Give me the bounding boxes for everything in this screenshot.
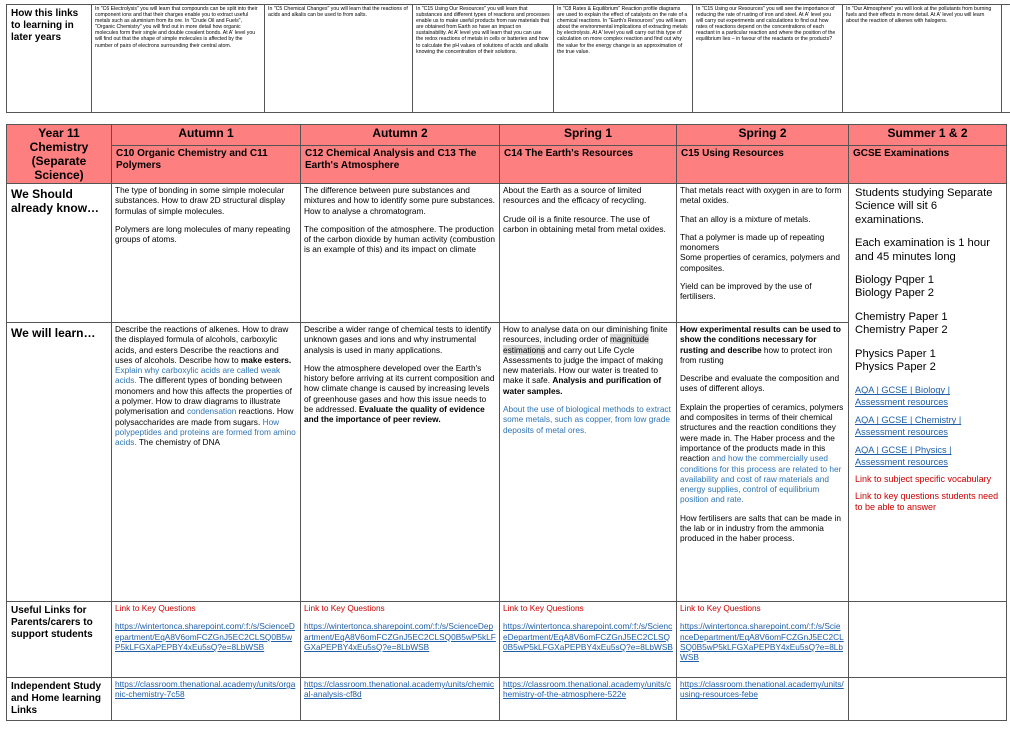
later-years-autumn1: In "C6 Electrolysis" you will learn that compounds can be split into their component ions and that their charges enable you to extract useful metals such as aluminium from its ore. In "Crude Oil and Fuels", "Organic Chemistry" you will find out in more detail how organic molecules form their single and double covalent bonds. At A' level you will find out that the shape of simple molecules is affected by the number of pairs of electrons surrounding their central atom. xyxy=(92,5,265,113)
paper-6: Physics Paper 2 xyxy=(855,361,936,374)
know-spring2-p2: That an alloy is a mixture of metals. xyxy=(680,213,811,224)
learn-a1-blue1: Explain why carboxylic acids are called weak acids. xyxy=(115,365,281,386)
learn-a1-t4: The chemistry of DNA xyxy=(136,437,220,448)
summer-p1: Students studying Separate Science will sit 6 examinations. xyxy=(855,187,993,226)
learn-a2-t2: How the atmosphere developed over the Earth's history before arriving at its current composition and how climate change is caused by increasing levels of greenhouse gases and how this issue needs to be addressed. xyxy=(304,362,495,415)
learn-a1-t3: reactions. How polysaccharides are made from sugars. xyxy=(115,406,294,427)
independent-label: Independent Study and Home learning Links xyxy=(7,678,112,721)
learn-autumn2 xyxy=(301,323,500,602)
know-autumn1 xyxy=(112,184,301,323)
sharepoint-link-s1[interactable]: https://wintertonca.sharepoint.com/:f:/s/ScienceDepartment/EqA8V6omFCZGnJ5EC2CLSQ0B5wP5kLFGXaPEPBY4xEu5sQ?e=8LbWSB xyxy=(503,621,673,652)
know-spring2-p1: That metals react with oxygen in are to form metal oxides. xyxy=(680,185,842,206)
later-years-autumn2: In "C5 Chemical Changes" you will learn that the reactions of acids and alkalis can be used to from salts. xyxy=(265,5,413,113)
sharepoint-link-s2[interactable]: https://wintertonca.sharepoint.com/:f:/s/ScienceDepartment/EqA8V6omFCZGnJ5EC2CLSQ0B5wP5kLFGXaPEPBY4xEu5sQ?e=8LbWSB xyxy=(680,621,844,663)
oak-link-a2[interactable]: https://classroom.thenational.academy/units/chemical-analysis-cf8d xyxy=(304,679,494,700)
summer-p2: Each examination is 1 hour and 45 minutes long xyxy=(855,237,990,263)
know-autumn2-p2: The composition of the atmosphere. The production of the carbon dioxide by human activity (combustion is an example of this) and its impact on climate xyxy=(304,223,495,255)
learn-a1-b1: make esters. xyxy=(240,354,292,365)
independent-spring1 xyxy=(500,678,677,721)
key-questions-link-a1[interactable]: Link to Key Questions xyxy=(115,603,196,613)
later-years-summer1: In "C15 Using our Resources" you will see the importance of reducing the rate of rusting of iron and steel. At A' level you will carry out experiments and calculations to find out how rates of reactions depend on the concentrations of each reactant in a particular reaction and where the position of the equilibrium lies – in favour of the reactants or the products? xyxy=(693,5,843,113)
key-questions-link-s2[interactable]: Link to Key Questions xyxy=(680,603,761,613)
later-years-label: How this links to learning in later years xyxy=(7,5,92,113)
independent-autumn1 xyxy=(112,678,301,721)
know-autumn2-p1: The difference between pure substances and mixtures and how to identify some pure substances. How to analyse a chromatogram. xyxy=(304,185,495,216)
key-questions-link-s1[interactable]: Link to Key Questions xyxy=(503,603,584,613)
know-spring2-p3: That a polymer is made up of repeating monomers xyxy=(680,231,825,253)
topic-summer: GCSE Examinations xyxy=(849,145,1007,183)
learn-s1-t1: How to analyse data on our diminishing finite resources, including order of xyxy=(503,324,668,345)
paper-4: Chemistry Paper 2 xyxy=(855,324,948,337)
curriculum-table xyxy=(6,124,1007,721)
learn-a1-t2: The different types of bonding between monomers and how this affects the properties of a polymer. How to draw diagrams to illustrate polymerisation and xyxy=(115,375,292,417)
term-spring1: Spring 1 xyxy=(500,125,677,146)
know-autumn1-p2: Polymers are long molecules of many repeating groups of atoms. xyxy=(115,223,291,245)
links-label: Useful Links for Parents/carers to support students xyxy=(7,602,112,678)
independent-autumn2 xyxy=(301,678,500,721)
learn-spring1 xyxy=(500,323,677,602)
learn-s2-t3: Explain the properties of ceramics, polymers and composites in terms of their chemical structures and the reaction conditions they were made in. The Haber process and the importance of the products made in this reaction xyxy=(680,401,844,464)
learn-label: We will learn… xyxy=(7,323,112,602)
learn-s1-t2: and carry out Life Cycle Assessments to judge the impact of making new materials. How our water is treated to make it safe. xyxy=(503,344,664,386)
learn-a2-p1: Describe a wider range of chemical tests to identify unknown gases and ions and why instrumental analysis is used in many applications. xyxy=(304,324,492,355)
know-label: We Should already know… xyxy=(7,184,112,323)
know-spring2 xyxy=(677,184,849,323)
sharepoint-link-a2[interactable]: https://wintertonca.sharepoint.com/:f:/s/ScienceDepartment/EqA8V6omFCZGnJ5EC2CLSQ0B5wP5kLFGXaPEPBY4xEu5sQ?e=8LbWSB xyxy=(304,621,496,652)
learn-a1-t1: Describe the reactions of alkenes. How to draw the displayed formula of alcohols, carboxylic acids, and esters Describe the reactions and uses of alcohols. Describe how to xyxy=(115,324,289,365)
links-spring2 xyxy=(677,602,849,678)
learn-a2-b1: Evaluate the quality of evidence and the importance of peer review. xyxy=(304,404,485,425)
know-spring1-p2: Crude oil is a finite resource. The use of carbon in obtaining metal from metal oxides. xyxy=(503,213,666,234)
term-summer: Summer 1 & 2 xyxy=(849,125,1007,146)
learn-s1-highlight: magnitude estimations xyxy=(503,334,649,355)
year-title: Year 11 Chemistry (Separate Science) xyxy=(7,125,112,184)
paper-3: Chemistry Paper 1 xyxy=(855,310,948,323)
key-questions-link-a2[interactable]: Link to Key Questions xyxy=(304,603,385,613)
learn-s2-t1: how to protect iron from rusting xyxy=(680,344,833,365)
learn-a1-blue3: How polypeptides and proteins are formed from amino acids. xyxy=(115,416,296,448)
paper-1: Biology Pqper 1 xyxy=(855,274,934,287)
know-autumn1-p1: The type of bonding in some simple molecular substances. How to draw 2D structural display formulas of simple molecules. xyxy=(115,185,286,216)
learn-s1-blue1: About the use of biological methods to extract some metals, such as copper, from low grade deposits of metal ores. xyxy=(503,404,671,435)
aqa-biology-link[interactable]: AQA | GCSE | Biology | Assessment resources xyxy=(855,385,950,408)
learn-s1-b1: Analysis and purification of water samples. xyxy=(503,375,662,396)
term-autumn2: Autumn 2 xyxy=(301,125,500,146)
learn-s2-t4: How fertilisers are salts that can be made in the lab or in industry from the ammonia produced in the haber process. xyxy=(680,512,841,544)
topic-spring1: C14 The Earth's Resources xyxy=(500,145,677,183)
paper-5: Physics Paper 1 xyxy=(855,347,936,360)
later-years-empty xyxy=(1002,5,1010,113)
learn-s2-t2: Describe and evaluate the composition and uses of different alloys. xyxy=(680,373,840,394)
term-autumn1: Autumn 1 xyxy=(112,125,301,146)
paper-2: Biology Paper 2 xyxy=(855,287,934,300)
know-spring2-p4: Some properties of ceramics, polymers and composites. xyxy=(680,252,841,273)
learn-s2-blue1: and how the commercially used conditions for this process are related to her availability and cost of raw materials and energy supplies, control of equilibrium position and rate. xyxy=(680,453,842,505)
know-spring1-p1: About the Earth as a source of limited resources and the efficacy of recycling. xyxy=(503,185,647,206)
oak-link-s1[interactable]: https://classroom.thenational.academy/units/chemistry-of-the-atmosphere-522e xyxy=(503,679,671,700)
later-years-spring2: In "C8 Rates & Equilibrium" Reaction profile diagrams are used to explain the effect of catalysts on the rate of a chemical reactions. In "Earth's Resources" you will learn about the environmental implications of extracting metals by electrolysis. At A' level you will carry out this type of calculation on more complex reaction and find out why the value for the energy change is an approximation of the true value. xyxy=(554,5,693,113)
later-years-spring1: In "C15 Using Our Resources" you will learn that substances and different types of reactions and processes enable us to make useful products from raw materials that are obtained from Earth so have an impact on sustainability. At A' level you will learn that you can use the redox reactions of metals in cells or batteries and how to calculate the pH values of solutions of acids and alkalis knowing the concentration of their solutions. xyxy=(413,5,554,113)
aqa-physics-link[interactable]: AQA | GCSE | Physics | Assessment resources xyxy=(855,445,952,468)
links-summer xyxy=(849,602,1007,678)
topic-spring2: C15 Using Resources xyxy=(677,145,849,183)
know-spring2-p5: Yield can be improved by the use of fertilisers. xyxy=(680,281,812,302)
learn-s2-b1: How experimental results can be used to show the conditions necessary for rusting and describe xyxy=(680,324,841,355)
later-years-table xyxy=(6,4,1010,113)
independent-spring2 xyxy=(677,678,849,721)
oak-link-a1[interactable]: https://classroom.thenational.academy/units/organic-chemistry-7c58 xyxy=(115,679,296,700)
learn-autumn1 xyxy=(112,323,301,602)
learn-spring2 xyxy=(677,323,849,602)
aqa-chemistry-link[interactable]: AQA | GCSE | Chemistry | Assessment resources xyxy=(855,415,962,438)
independent-summer xyxy=(849,678,1007,721)
learn-a1-blue2: condensation xyxy=(186,406,237,417)
know-autumn2 xyxy=(301,184,500,323)
links-autumn2 xyxy=(301,602,500,678)
oak-link-s2[interactable]: https://classroom.thenational.academy/units/using-resources-febe xyxy=(680,679,844,700)
summer-cell xyxy=(849,184,1007,602)
links-autumn1 xyxy=(112,602,301,678)
topic-autumn2: C12 Chemical Analysis and C13 The Earth's Atmosphere xyxy=(301,145,500,183)
links-spring1 xyxy=(500,602,677,678)
vocabulary-link[interactable]: Link to subject specific vocabulary xyxy=(855,474,992,485)
sharepoint-link-a1[interactable]: https://wintertonca.sharepoint.com/:f:/s/ScienceDepartment/EqA8V6omFCZGnJ5EC2CLSQ0B5wP5kLFGXaPEPBY4xEu5sQ?e=8LbWSB xyxy=(115,621,295,652)
know-spring1 xyxy=(500,184,677,323)
term-spring2: Spring 2 xyxy=(677,125,849,146)
later-years-summer2: In "Our Atmosphere" you will look at the pollutants from burning fuels and their effects in more detail. At A' level you will learn about the reaction of alkenes with halogens. xyxy=(843,5,1002,113)
key-questions-link[interactable]: Link to key questions students need to be able to answer xyxy=(855,491,999,513)
topic-autumn1: C10 Organic Chemistry and C11 Polymers xyxy=(112,145,301,183)
